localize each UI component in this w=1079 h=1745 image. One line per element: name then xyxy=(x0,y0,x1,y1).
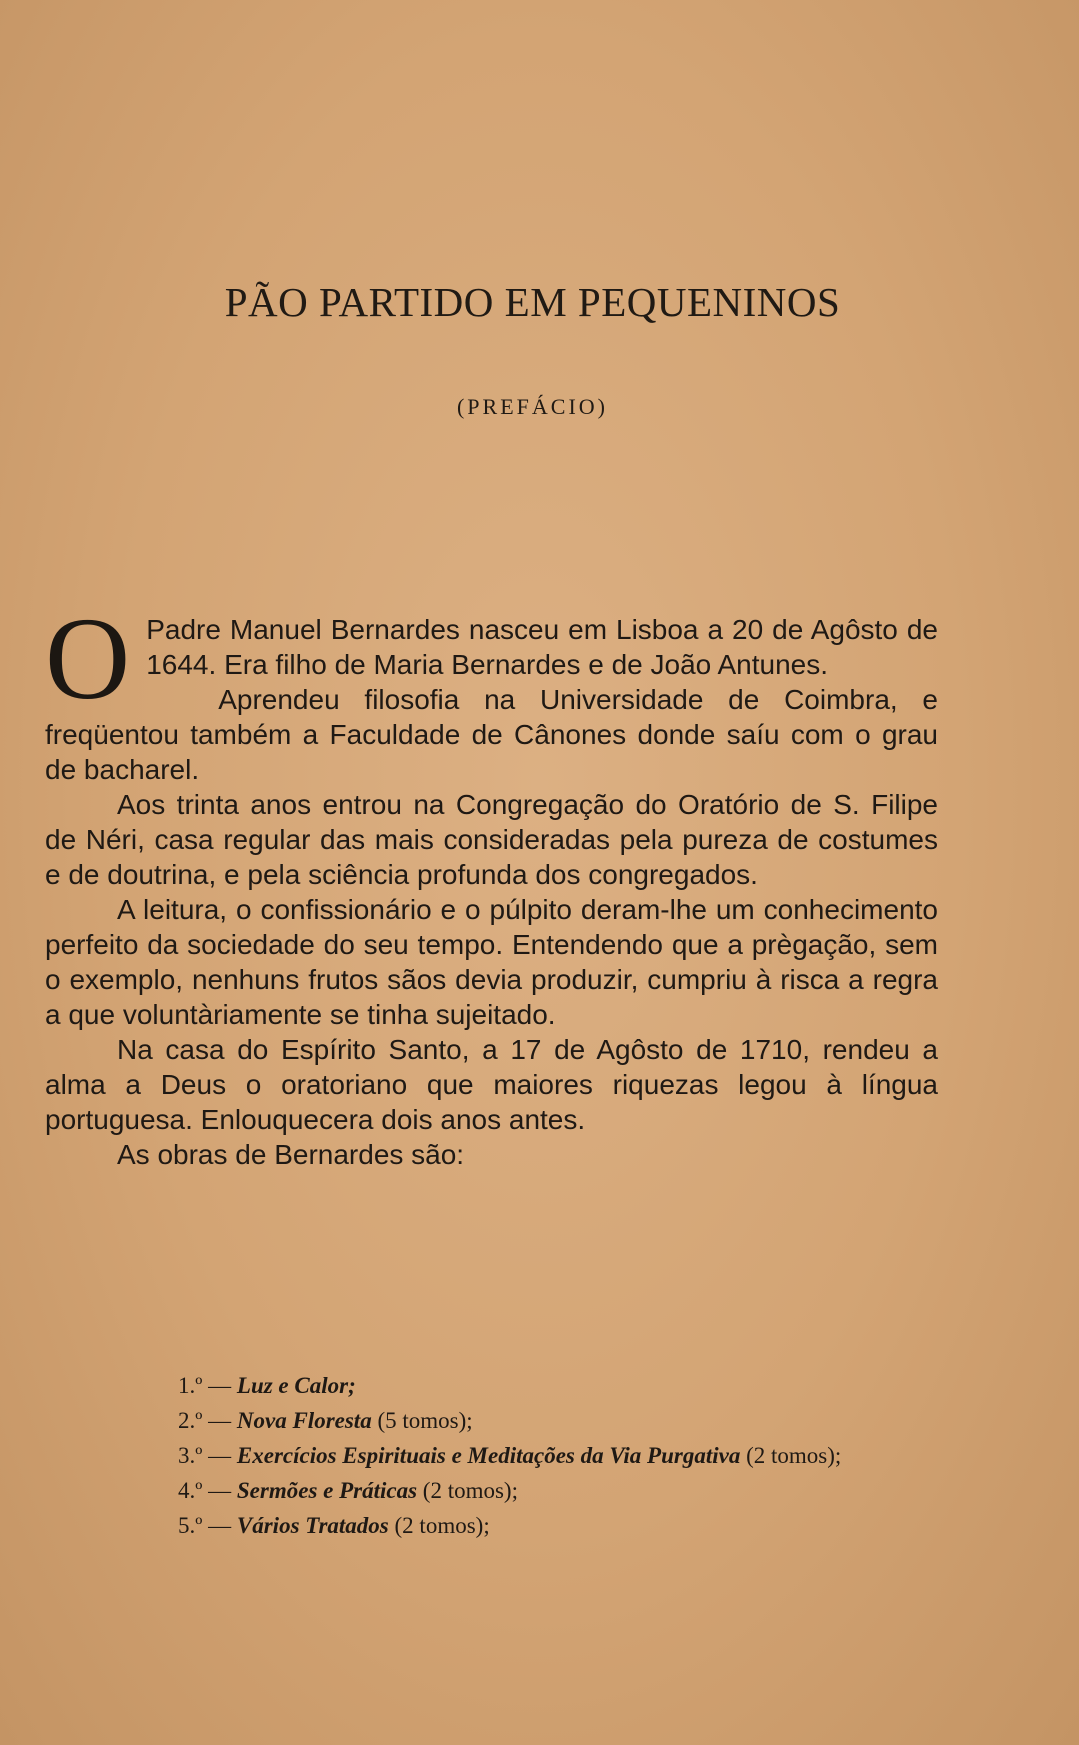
paragraph-3: Aos trinta anos entrou na Congregação do Oratório de S. Filipe de Néri, casa regular das mais consideradas pela pureza de costumes e de doutrina, e pela sciência profunda dos congregados. xyxy=(45,789,938,890)
work-title: Luz e Calor; xyxy=(236,1373,356,1398)
preface-body xyxy=(45,593,938,1172)
work-detail: (2 tomos); xyxy=(394,1513,490,1538)
paragraph-6: As obras de Bernardes são: xyxy=(117,1139,465,1170)
paragraph-2: Aprendeu filosofia na Universidade de Coimbra, e freqüentou também a Faculdade de Cânones donde saíu com o grau de bacharel. xyxy=(45,684,938,785)
work-item-3 xyxy=(178,1438,938,1473)
work-item-2 xyxy=(178,1403,938,1438)
work-number: 3.º — xyxy=(178,1443,232,1468)
work-item-4 xyxy=(178,1473,938,1508)
work-number: 4.º — xyxy=(178,1478,232,1503)
page-title: PÃO PARTIDO EM PEQUENINOS xyxy=(224,279,841,325)
work-item-5 xyxy=(178,1508,938,1543)
page-subtitle: (PREFÁCIO) xyxy=(456,394,608,419)
work-title: Nova Floresta xyxy=(236,1408,372,1433)
work-detail: (2 tomos); xyxy=(746,1443,842,1468)
work-detail: (5 tomos); xyxy=(377,1408,473,1433)
paragraph-5: Na casa do Espírito Santo, a 17 de Agôsto de 1710, rendeu a alma a Deus o oratoriano que maiores riquezas legou à língua portuguesa. Enlouquecera dois anos antes. xyxy=(45,1034,938,1135)
works-list xyxy=(178,1368,938,1543)
paragraph-1-text: Padre Manuel Bernardes nasceu em Lisboa a 20 de Agôsto de 1644. Era filho de Maria Bernardes e de João Antunes. xyxy=(146,614,938,680)
work-number: 1.º — xyxy=(178,1373,232,1398)
work-number: 2.º — xyxy=(178,1408,232,1433)
drop-cap: O xyxy=(45,593,131,724)
paragraph-1 xyxy=(45,593,938,724)
work-item-1 xyxy=(178,1368,938,1403)
work-title: Vários Tratados xyxy=(236,1513,389,1538)
work-number: 5.º — xyxy=(178,1513,232,1538)
work-title: Sermões e Práticas xyxy=(236,1478,418,1503)
work-title: Exercícios Espirituais e Meditações da Via Purgativa xyxy=(236,1443,741,1468)
work-detail: (2 tomos); xyxy=(422,1478,518,1503)
paragraph-4: A leitura, o confissionário e o púlpito deram-lhe um conhecimento perfeito da sociedade do seu tempo. Entendendo que a prègação, sem o exemplo, nenhuns frutos sãos devia produzir, cumpriu à risca a regra a que voluntàriamente se tinha sujeitado. xyxy=(45,894,938,1030)
